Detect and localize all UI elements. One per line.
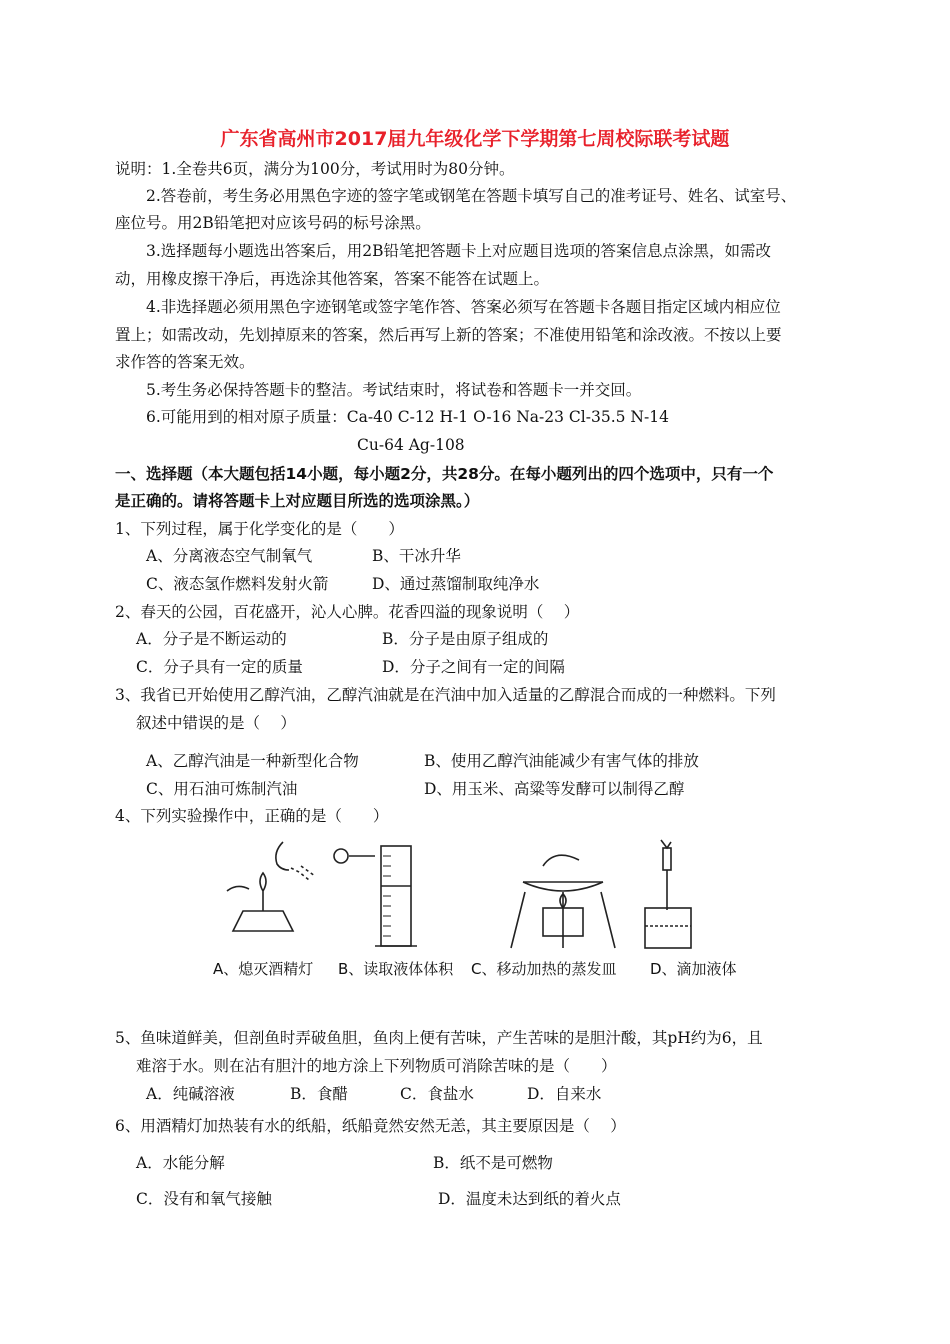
eye-b (334, 849, 348, 863)
option-c: C、用石油可炼制汽油 (146, 780, 298, 798)
option-d: D．温度未达到纸的着火点 (438, 1190, 621, 1208)
instruction-line: 5.考生务必保持答题卡的整洁。考试结束时，将试卷和答题卡一并交回。 (146, 381, 642, 399)
experiment-illustrations (213, 836, 753, 956)
hand-c (543, 855, 579, 866)
instruction-line: 动，用橡皮擦干净后，再选涂其他答案，答案不能答在试题上。 (115, 270, 550, 288)
page-title: 广东省高州市2017届九年级化学下学期第七周校际联考试题 (220, 128, 730, 150)
hand-a (227, 886, 249, 891)
question-stem: 2、春天的公园，百花盛开，沁人心脾。花香四溢的现象说明（ ） (115, 603, 580, 621)
instruction-line: 6.可能用到的相对原子质量：Ca-40 C-12 H-1 O-16 Na-23 Cl-35.5 N-14 (146, 408, 669, 426)
beaker-d (645, 908, 691, 948)
option-d: D．自来水 (527, 1085, 602, 1103)
figure-caption-d: D、滴加液体 (650, 960, 737, 978)
section-heading-line: 是正确的。请将答题卡上对应题目所选的选项涂黑。） (115, 492, 480, 510)
option-c: C．没有和氧气接触 (136, 1190, 272, 1208)
instruction-line: 2.答卷前，考生务必用黑色字迹的签字笔或钢笔在答题卡填写自己的准考证号、姓名、试室号、 (146, 187, 797, 205)
dropper-bulb (663, 848, 671, 870)
instruction-line: 3.选择题每小题选出答案后，用2B铅笔把答题卡上对应题目选项的答案信息点涂黑，如需改 (146, 242, 772, 260)
option-d: D、通过蒸馏制取纯净水 (372, 575, 540, 593)
instruction-line: 4.非选择题必须用黑色字迹钢笔或签字笔作答、答案必须写在答题卡各题目指定区域内相应位 (146, 298, 781, 316)
figure-caption-a: A、熄灭酒精灯 (213, 960, 314, 978)
option-d: D．分子之间有一定的间隔 (382, 658, 565, 676)
option-b: B．分子是由原子组成的 (382, 630, 549, 648)
question-stem: 5、鱼味道鲜美，但剖鱼时弄破鱼胆，鱼肉上便有苦味，产生苦味的是胆汁酸，其pH约为6，且 (115, 1029, 763, 1047)
option-b: B．纸不是可燃物 (433, 1154, 553, 1172)
tripod-legs (511, 892, 615, 948)
lamp-flame (260, 873, 266, 911)
option-a: A．分子是不断运动的 (136, 630, 287, 648)
option-c: C．分子具有一定的质量 (136, 658, 303, 676)
hand-d (661, 840, 671, 848)
option-a: A、乙醇汽油是一种新型化合物 (146, 752, 359, 770)
question-stem: 4、下列实验操作中，正确的是（ ） (115, 807, 389, 825)
option-a: A、分离液态空气制氧气 (146, 547, 313, 565)
instruction-line: 求作答的答案无效。 (115, 353, 255, 371)
experiment-figure (213, 836, 753, 981)
evaporating-dish (523, 882, 603, 891)
instruction-line: 说明：1.全卷共6页，满分为100分，考试用时为80分钟。 (115, 160, 515, 178)
question-stem: 叙述中错误的是（ ） (136, 714, 296, 732)
instruction-line: Cu-64 Ag-108 (357, 436, 465, 454)
question-stem: 3、我省已开始使用乙醇汽油，乙醇汽油就是在汽油中加入适量的乙醇混合而成的一种燃料。下列 (115, 686, 776, 704)
lamp-body (233, 911, 293, 931)
option-d: D、用玉米、高粱等发酵可以制得乙醇 (424, 780, 685, 798)
question-stem: 6、用酒精灯加热装有水的纸船，纸船竟然安然无恙，其主要原因是（ ） (115, 1117, 626, 1135)
figure-caption-b: B、读取液体体积 (338, 960, 454, 978)
instruction-line: 置上；如需改动，先划掉原来的答案，然后再写上新的答案；不准使用铅笔和涂改液。不按以上要 (115, 326, 782, 344)
question-stem: 难溶于水。则在沾有胆汁的地方涂上下列物质可消除苦味的是（ ） (136, 1057, 617, 1075)
option-a: A．纯碱溶液 (146, 1085, 235, 1103)
figure-caption-c: C、移动加热的蒸发皿 (471, 960, 617, 978)
option-c: C、液态氢作燃料发射火箭 (146, 575, 329, 593)
option-a: A．水能分解 (136, 1154, 225, 1172)
option-c: C．食盐水 (400, 1085, 474, 1103)
option-b: B．食醋 (290, 1085, 348, 1103)
instruction-line: 座位号。用2B铅笔把对应该号码的标号涂黑。 (115, 214, 431, 232)
question-stem: 1、下列过程，属于化学变化的是（ ） (115, 520, 404, 538)
section-heading-line: 一、选择题（本大题包括14小题，每小题2分，共28分。在每小题列出的四个选项中，只有一个 (115, 465, 774, 483)
option-b: B、使用乙醇汽油能减少有害气体的排放 (424, 752, 699, 770)
face-outline (276, 842, 289, 870)
option-b: B、干冰升华 (372, 547, 461, 565)
